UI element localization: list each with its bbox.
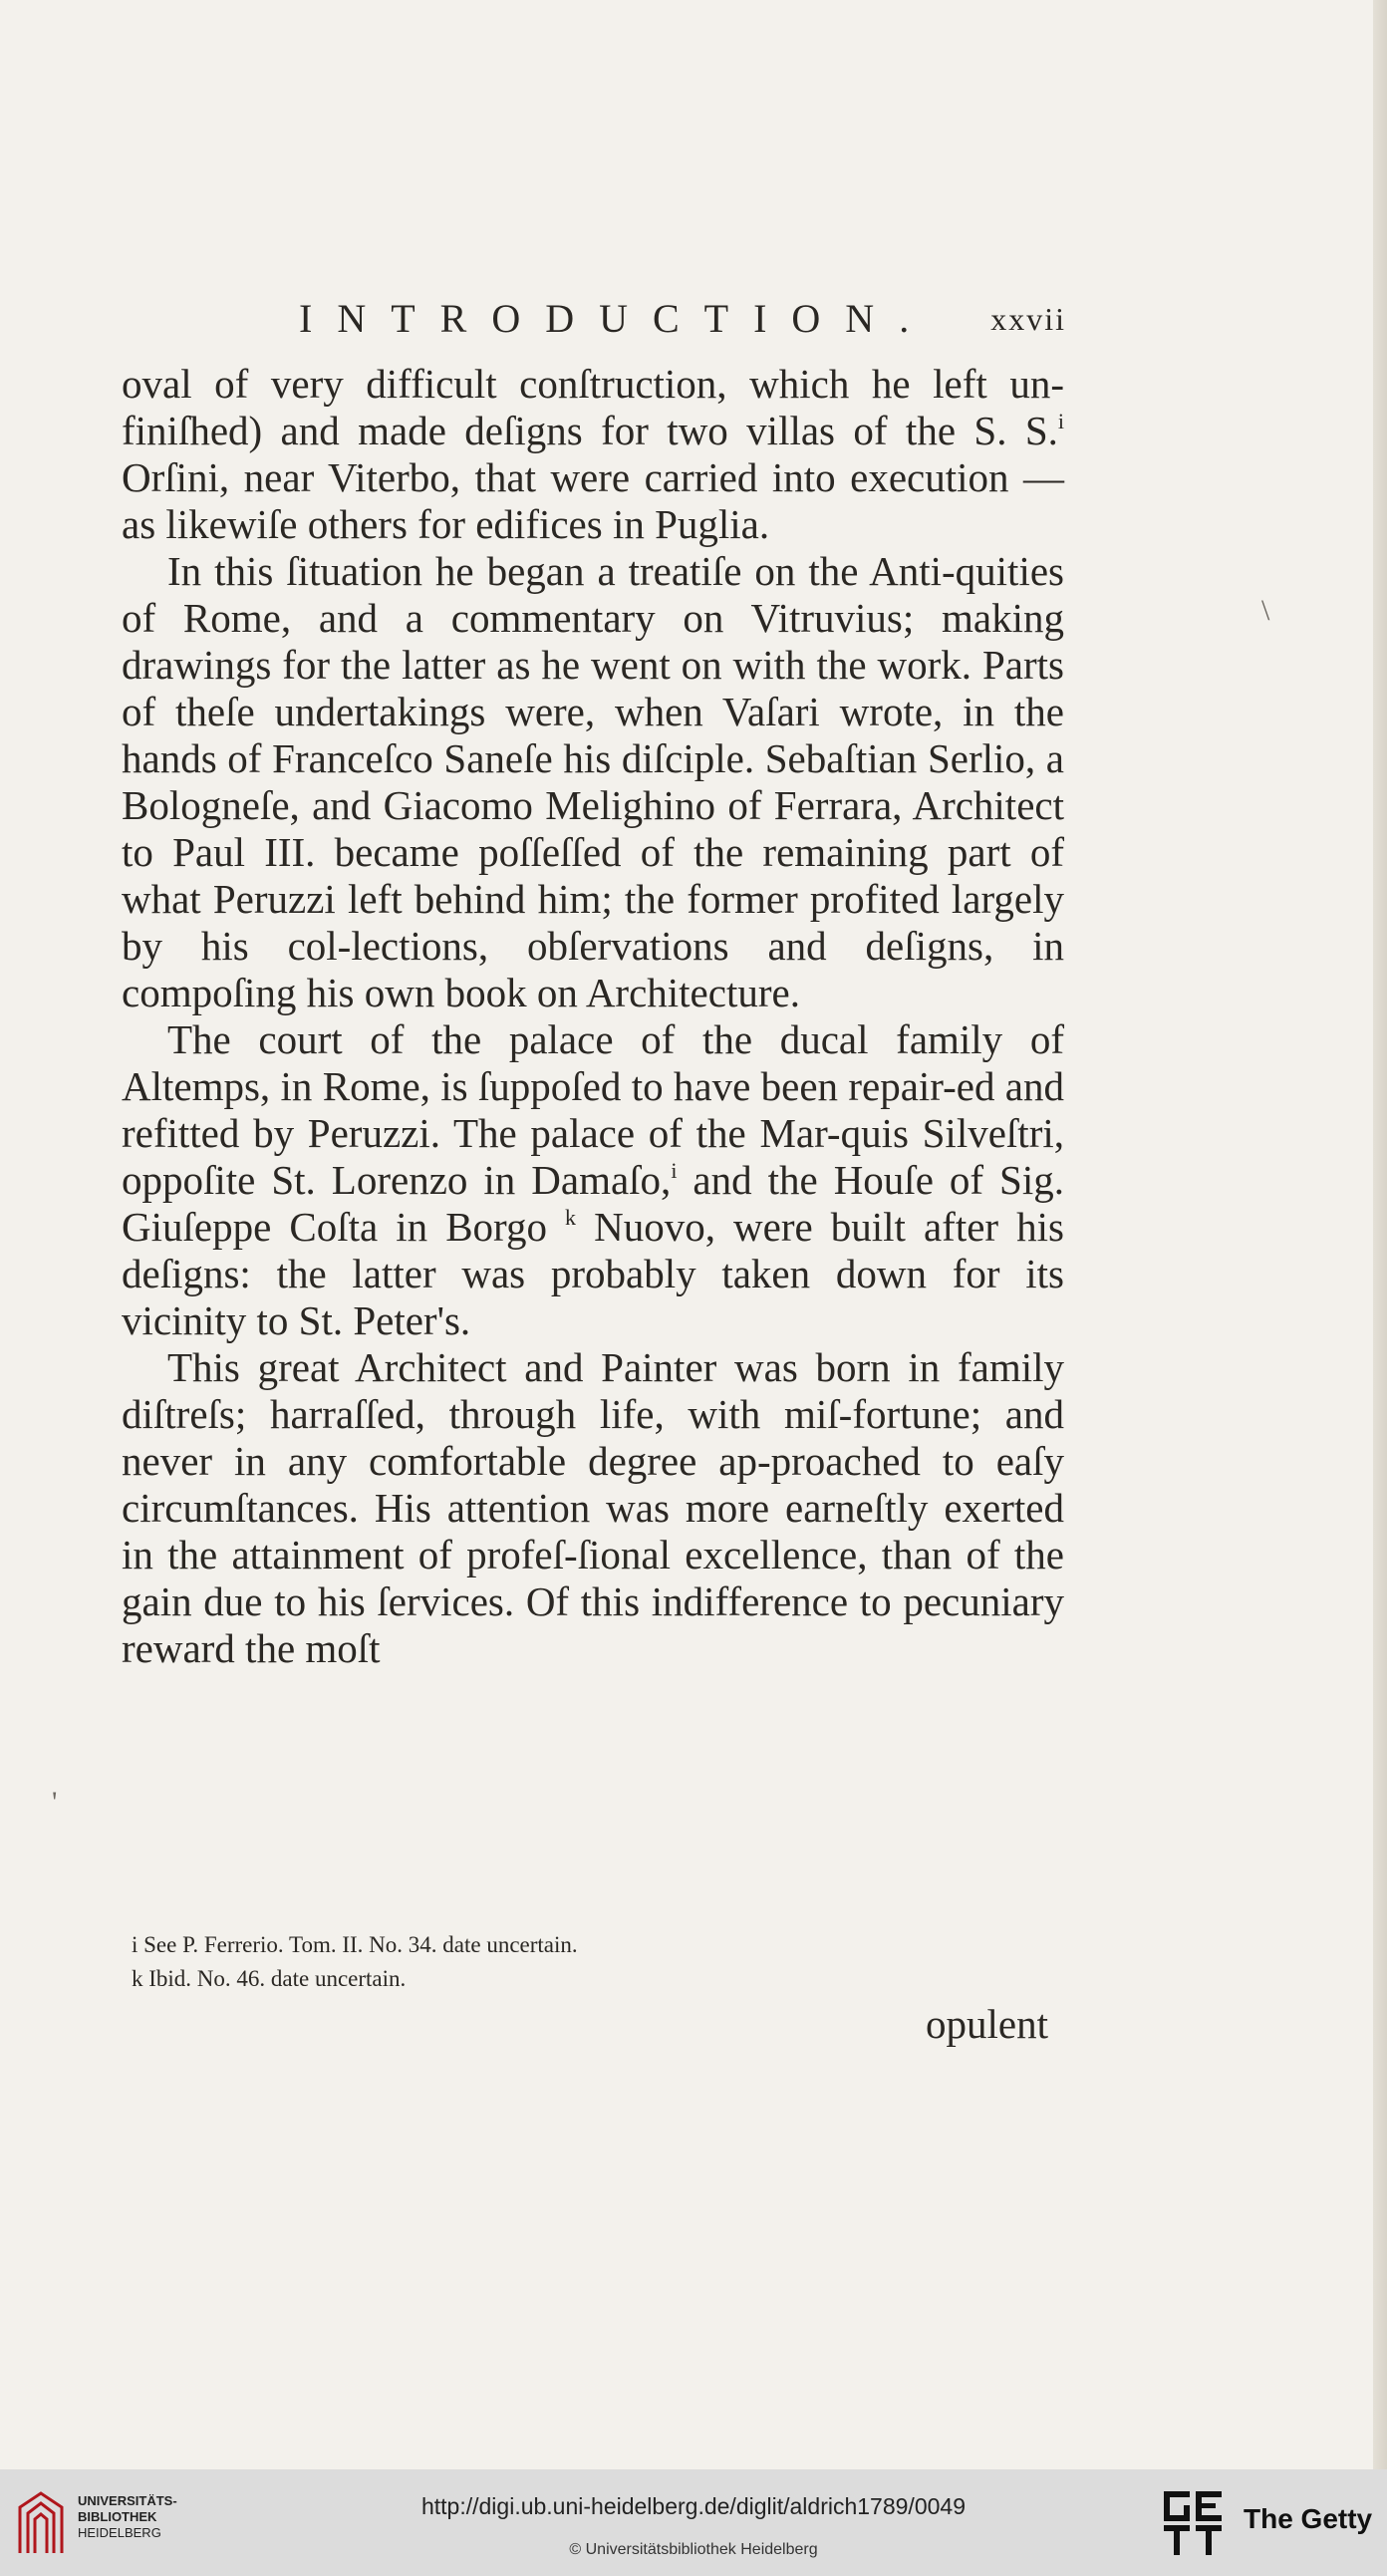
paragraph: In this ſituation he began a treatiſe on the Anti-quities of Rome, and a commentary on Vitruvius; making drawings for the latter as he went on with the work. Parts of theſe undertakings were, when Vaſari wrote, in the hands of Franceſco Saneſe his diſciple. Sebaſtian Serlio, a Bologneſe, and Giacomo Melighino of Ferrara, Architect to Paul III. became poſſeſſed of the remaining part of what Peruzzi left behind him; the former profited largely by his col-lections, obſervations and deſigns, in compoſing his own book on Architecture. <box>122 548 1064 1015</box>
paragraph-text: Nuovo, were built after his deſigns: the latter was probably taken down for its vicinity to St. Peter's. <box>122 1204 1064 1343</box>
footnote: k Ibid. No. 46. date uncertain. <box>132 1966 407 1991</box>
superscript: i <box>1057 409 1064 433</box>
library-name-line: UNIVERSITÄTS- <box>78 2493 177 2508</box>
copyright: © Universitätsbibliothek Heidelberg <box>569 2541 818 2558</box>
running-head <box>299 295 1066 345</box>
paragraph: This great Architect and Painter was born in family diſtreſs; harraſſed, through life, with miſ-fortune; and never in any comfortable degree ap-proached to eaſy circumſtances. His attention was more earneſtly exerted in the attainment of profeſ-ſional excellence, than of the gain due to his ſervices. Of this indifference to pecuniary reward the moſt <box>122 1344 1064 1671</box>
stray-mark: ' <box>52 1786 58 1819</box>
footnotes <box>132 1928 829 1996</box>
library-name-line: BIBLIOTHEK <box>78 2509 157 2524</box>
partner-name: The Getty <box>1244 2503 1373 2534</box>
paragraph <box>122 361 1064 548</box>
permalink[interactable]: http://digi.ub.uni-heidelberg.de/diglit/aldrich1789/0049 <box>420 2493 966 2519</box>
library-name-line: HEIDELBERG <box>78 2525 161 2540</box>
paragraph-text: Orſini, near Viterbo, that were carried into execution —as likewiſe others for edifices in Puglia. <box>122 454 1064 547</box>
page-number: xxvii <box>990 301 1066 337</box>
paragraph-text: and the Houſe of Sig. Giuſeppe Coſta in Borgo <box>122 1157 1064 1250</box>
paragraph <box>122 1016 1064 1344</box>
getty-logo-icon <box>1164 2491 1222 2555</box>
viewer-footer <box>0 2469 1387 2576</box>
paragraph-text: The court of the palace of the ducal family of Altemps, in Rome, is ſuppoſed to have been repair-ed and refitted by Peruzzi. The palace of the Mar-quis Silveſtri, oppoſite St. Lorenzo in Damaſo, <box>122 1016 1064 1203</box>
paragraph-text: oval of very difficult conſtruction, which he left un-finiſhed) and made deſigns for two villas of the S. S. <box>122 361 1064 453</box>
footnote-ref: i <box>671 1158 678 1183</box>
running-head-title: INTRODUCTION. <box>299 296 935 341</box>
stray-mark: \ <box>1261 594 1270 627</box>
catchword: opulent <box>926 2001 1048 2047</box>
page-edge <box>1373 0 1387 2469</box>
body-text <box>122 361 1064 1672</box>
footnote-ref: k <box>565 1205 577 1230</box>
footnote: i See P. Ferrerio. Tom. II. No. 34. date uncertain. <box>132 1932 578 1957</box>
